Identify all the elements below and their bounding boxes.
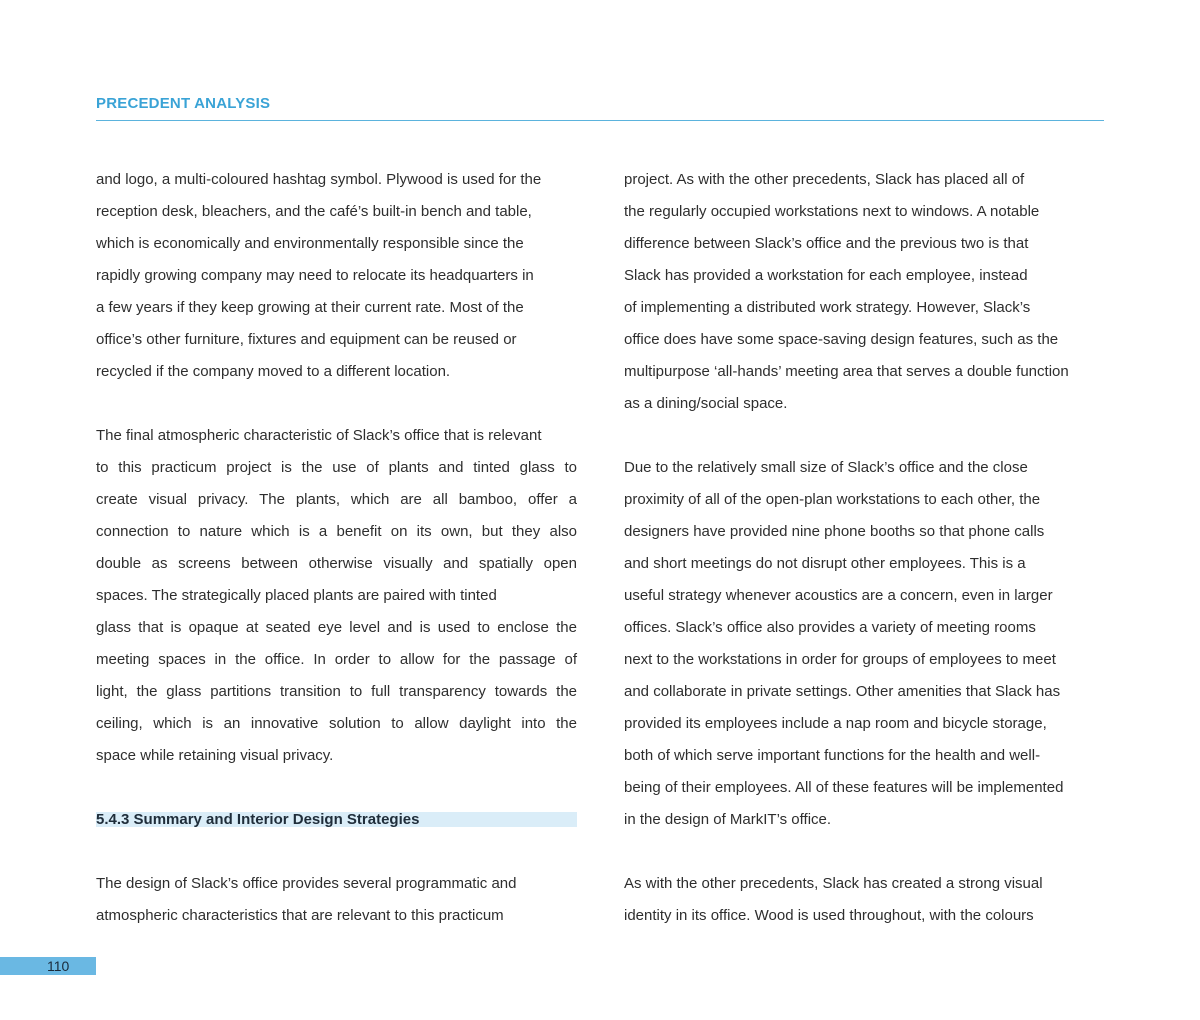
text-line: create visual privacy. The plants, which are all bamboo, offer a	[96, 491, 577, 508]
text-line: provided its employees include a nap room and bicycle storage,	[624, 715, 1047, 732]
text-line: double as screens between otherwise visually and spatially open	[96, 555, 577, 572]
page-number: 110	[47, 958, 70, 974]
text-line: office does have some space-saving design features, such as the	[624, 331, 1059, 348]
text-line: the regularly occupied workstations next to windows. A notable	[624, 203, 1040, 220]
left-paragraph-2	[96, 420, 577, 772]
right-text-column	[624, 164, 1104, 932]
text-line: Due to the relatively small size of Slack’s office and the close	[624, 459, 1028, 476]
text-line: The design of Slack’s office provides several programmatic and	[96, 875, 517, 892]
text-line: proximity of all of the open-plan workstations to each other, the	[624, 491, 1041, 508]
text-line: offices. Slack’s office also provides a variety of meeting rooms	[624, 619, 1036, 636]
text-line: ceiling, which is an innovative solution to allow daylight into the	[96, 715, 577, 732]
text-line: recycled if the company moved to a different location.	[96, 363, 451, 380]
text-line: connection to nature which is a benefit on its own, but they also	[96, 523, 577, 540]
text-line: spaces. The strategically placed plants are paired with tinted	[96, 587, 497, 604]
text-line: The final atmospheric characteristic of Slack’s office that is relevant	[96, 427, 542, 444]
left-text-column	[96, 164, 577, 932]
right-paragraph-2	[624, 452, 1104, 836]
text-line: being of their employees. All of these features will be implemented	[624, 779, 1064, 796]
text-line: identity in its office. Wood is used throughout, with the colours	[624, 907, 1034, 924]
text-line: designers have provided nine phone booths so that phone calls	[624, 523, 1045, 540]
text-line: reception desk, bleachers, and the café’s built-in bench and table,	[96, 203, 532, 220]
text-line: as a dining/social space.	[624, 395, 788, 412]
text-line: glass that is opaque at seated eye level and is used to enclose the	[96, 619, 577, 636]
text-line: office’s other furniture, fixtures and equipment can be reused or	[96, 331, 517, 348]
page-number-tab	[0, 957, 96, 975]
header-divider	[96, 120, 1104, 121]
text-line: meeting spaces in the office. In order to allow for the passage of	[96, 651, 577, 668]
right-paragraph-3	[624, 868, 1104, 932]
text-line: rapidly growing company may need to relocate its headquarters in	[96, 267, 534, 284]
text-line: and collaborate in private settings. Other amenities that Slack has	[624, 683, 1061, 700]
text-line: of implementing a distributed work strategy. However, Slack’s	[624, 299, 1031, 316]
paragraph-gap	[96, 772, 577, 804]
text-line: next to the workstations in order for groups of employees to meet	[624, 651, 1056, 668]
text-line: useful strategy whenever acoustics are a concern, even in larger	[624, 587, 1053, 604]
text-line: As with the other precedents, Slack has created a strong visual	[624, 875, 1043, 892]
paragraph-gap	[96, 388, 577, 420]
right-paragraph-1	[624, 164, 1104, 420]
text-line: both of which serve important functions for the health and well-	[624, 747, 1041, 764]
left-paragraph-1	[96, 164, 577, 388]
text-line: and short meetings do not disrupt other employees. This is a	[624, 555, 1026, 572]
text-line: atmospheric characteristics that are relevant to this practicum	[96, 907, 504, 924]
text-line: and logo, a multi-coloured hashtag symbol. Plywood is used for the	[96, 171, 542, 188]
text-line: project. As with the other precedents, Slack has placed all of	[624, 171, 1025, 188]
paragraph-gap	[624, 836, 1104, 868]
text-line: in the design of MarkIT’s office.	[624, 811, 832, 828]
text-line: which is economically and environmentally responsible since the	[96, 235, 524, 252]
text-line: multipurpose ‘all-hands’ meeting area that serves a double function	[624, 363, 1069, 380]
text-line: light, the glass partitions transition to full transparency towards the	[96, 683, 577, 700]
section-header-title: PRECEDENT ANALYSIS	[96, 95, 271, 112]
text-line: Slack has provided a workstation for each employee, instead	[624, 267, 1028, 284]
text-line: space while retaining visual privacy.	[96, 747, 334, 764]
paragraph-gap	[96, 836, 577, 868]
text-line: to this practicum project is the use of plants and tinted glass to	[96, 459, 577, 476]
section-heading: 5.4.3 Summary and Interior Design Strategies	[96, 812, 577, 827]
text-line: difference between Slack’s office and the previous two is that	[624, 235, 1029, 252]
text-line: a few years if they keep growing at their current rate. Most of the	[96, 299, 524, 316]
paragraph-gap	[624, 420, 1104, 452]
left-paragraph-3	[96, 868, 577, 932]
